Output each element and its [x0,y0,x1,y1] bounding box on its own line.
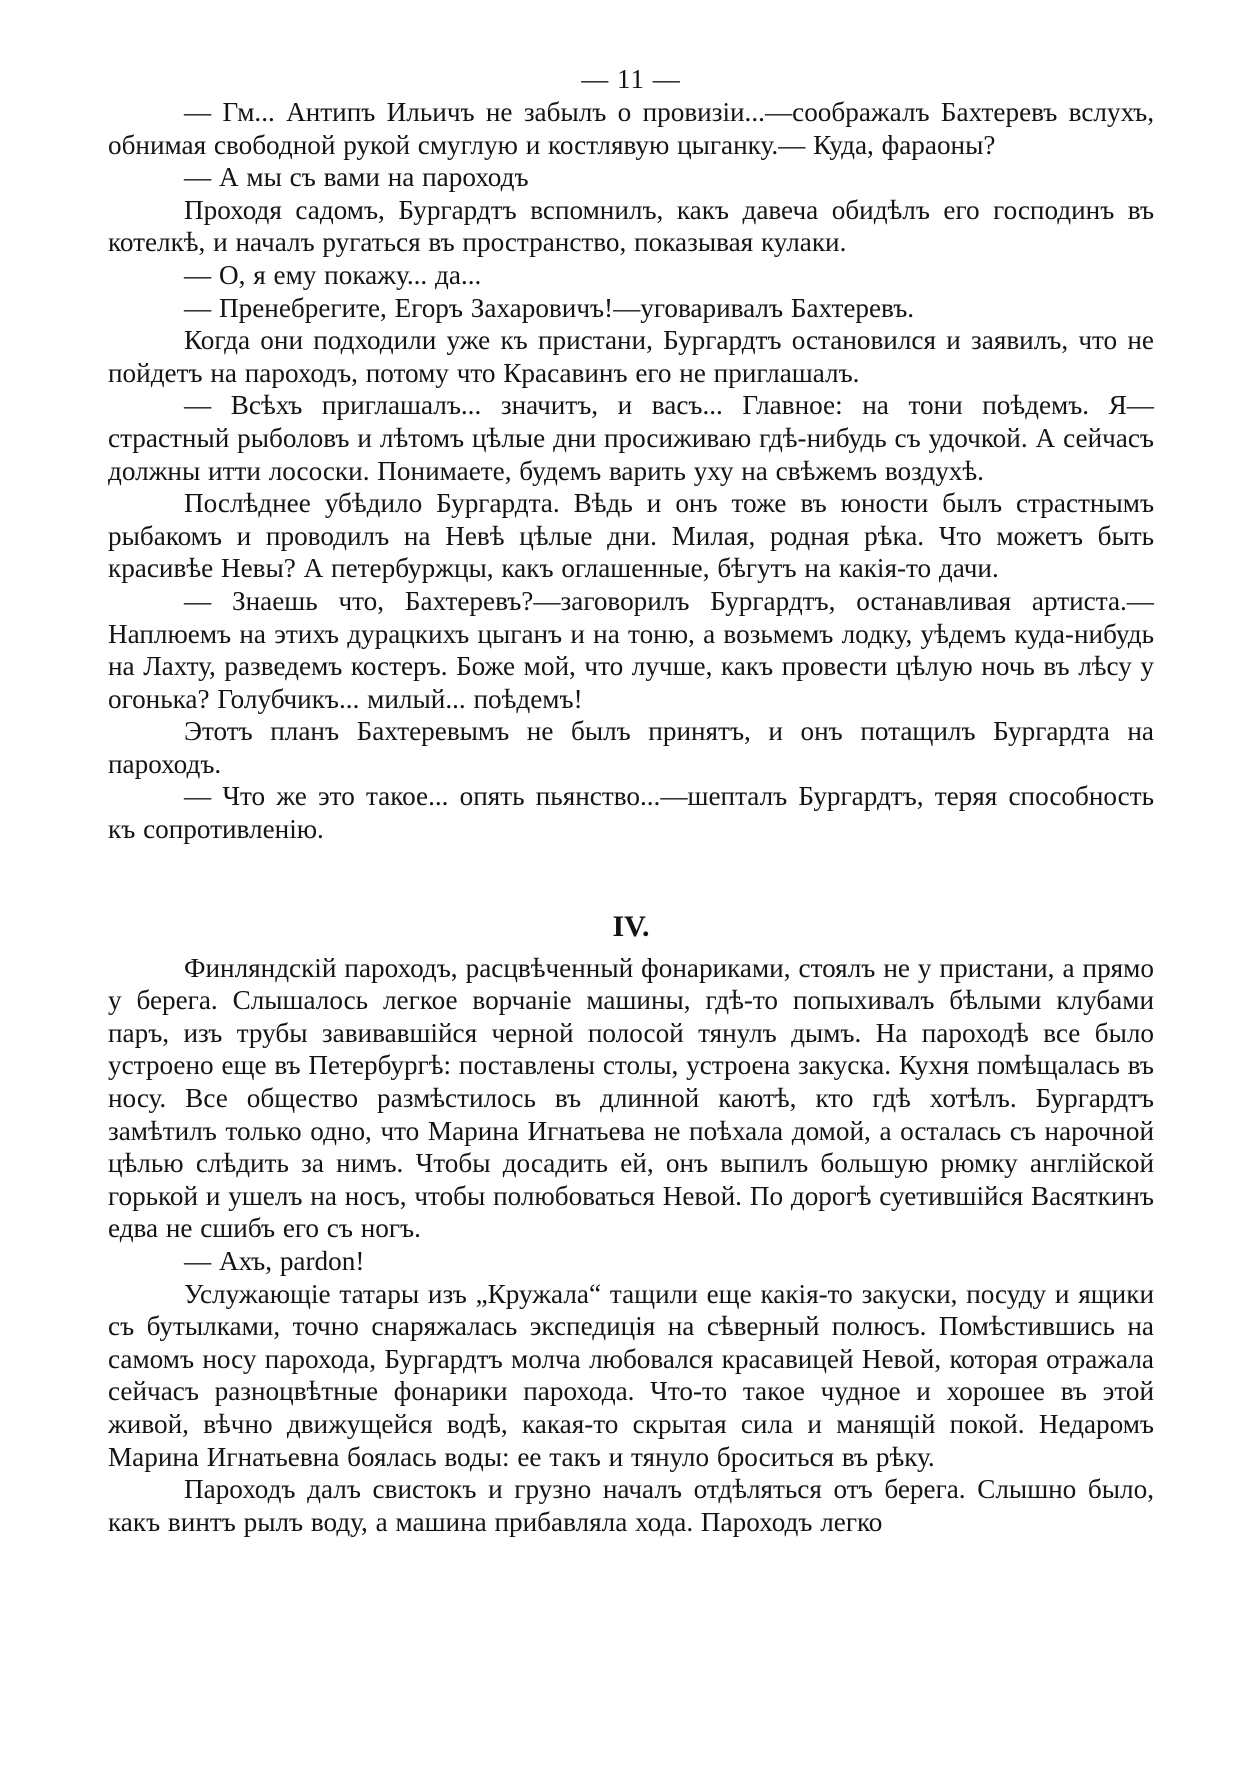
paragraph: Когда они подходили уже къ пристани, Бургардтъ остановился и заявилъ, что не пойдетъ на пароходъ, потому что Красавинъ его не приглашалъ. [108,325,1154,388]
paragraph: — О, я ему покажу... да... [184,259,482,290]
paragraph: — Пренебрегите, Егоръ Захаровичъ!—уговаривалъ Бахтеревъ. [184,292,915,323]
paragraph: Услужающiе татары изъ „Кружала“ тащили еще какiя-то закуски, посуду и ящики съ бутылками, точно снаряжалась экспедицiя на сѣверный полюсъ. Помѣстившись на самомъ носу парохода, Бургардтъ молча любовался красавицей Невой, которая отражала сейчасъ разноцвѣтные фонарики парохода. Что-то такое чудное и хорошее въ этой живой, вѣчно движущейся водѣ, какая-то скрытая сила и манящiй покой. Недаромъ Марина Игнатьевна боялась воды: ее такъ и тянуло броситься въ рѣку. [108,1278,1154,1472]
paragraph: — Знаешь что, Бахтеревъ?—заговорилъ Бургардтъ, останавливая артиста.—Наплюемъ на этихъ дурацкихъ цыганъ и на тоню, а возьмемъ лодку, уѣдемъ куда-нибудь на Лахту, разведемъ костеръ. Боже мой, что лучше, какъ провести цѣлую ночь въ лѣсу у огонька? Голубчикъ... милый... поѣдемъ! [108,585,1154,714]
paragraph: Послѣднее убѣдило Бургардта. Вѣдь и онъ тоже въ юности былъ страстнымъ рыбакомъ и проводилъ на Невѣ цѣлые дни. Милая, родная рѣка. Что можетъ быть красивѣе Невы? А петербуржцы, какъ оглашенные, бѣгутъ на какiя-то дачи. [108,488,1154,584]
book-page [108,62,1154,1538]
paragraph: — Гм... Антипъ Ильичъ не забылъ о провизiи...—соображалъ Бахтеревъ вслухъ, обнимая свободной рукой смуглую и костлявую цыганку.— Куда, фараоны? [108,97,1154,160]
page-number: — 11 — [581,64,681,94]
chapter-heading: IV. [612,909,650,943]
paragraph: — А мы съ вами на пароходъ [184,162,529,193]
paragraph: Финляндскiй пароходъ, расцвѣченный фонариками, стоялъ не у пристани, а прямо у берега. Слышалось легкое ворчанiе машины, гдѣ-то попыхивалъ бѣлыми клубами паръ, изъ трубы завивавшiйся черной полосой тянулъ дымъ. На пароходѣ все было устроено еще въ Петербургѣ: поставлены столы, устроена закуска. Кухня помѣщалась въ носу. Все общество размѣстилось въ длинной каютѣ, кто гдѣ хотѣлъ. Бургардтъ замѣтилъ только одно, что Марина Игнатьева не поѣхала домой, а осталась съ нарочной цѣлью слѣдить за нимъ. Чтобы досадить ей, онъ выпилъ большую рюмку англiйской горькой и ушелъ на носъ, чтобы полюбоваться Невой. По дорогѣ суетившiйся Васяткинъ едва не сшибъ его съ ногъ. [108,952,1154,1244]
paragraph: Этотъ планъ Бахтеревымъ не былъ принятъ, и онъ потащилъ Бургардта на пароходъ. [108,716,1154,779]
paragraph: — Всѣхъ приглашалъ... значитъ, и васъ... Главное: на тони поѣдемъ. Я—страстный рыболовъ и лѣтомъ цѣлые дни просиживаю гдѣ-нибудь съ удочкой. А сейчасъ должны итти лососки. Понимаете, будемъ варить уху на свѣжемъ воздухѣ. [108,390,1154,486]
paragraph: — Ахъ, pardon! [184,1246,365,1276]
paragraph: Пароходъ далъ свистокъ и грузно началъ отдѣляться отъ берега. Слышно было, какъ винтъ рылъ воду, а машина прибавляла хода. Пароходъ легко [108,1474,1154,1537]
paragraph: Проходя садомъ, Бургардтъ вспомнилъ, какъ давеча обидѣлъ его господинъ въ котелкѣ, и началъ ругаться въ пространство, показывая кулаки. [108,194,1154,258]
paragraph: — Что же это такое... опять пьянство...—шепталъ Бургардтъ, теряя способность къ сопротивленiю. [108,781,1154,845]
